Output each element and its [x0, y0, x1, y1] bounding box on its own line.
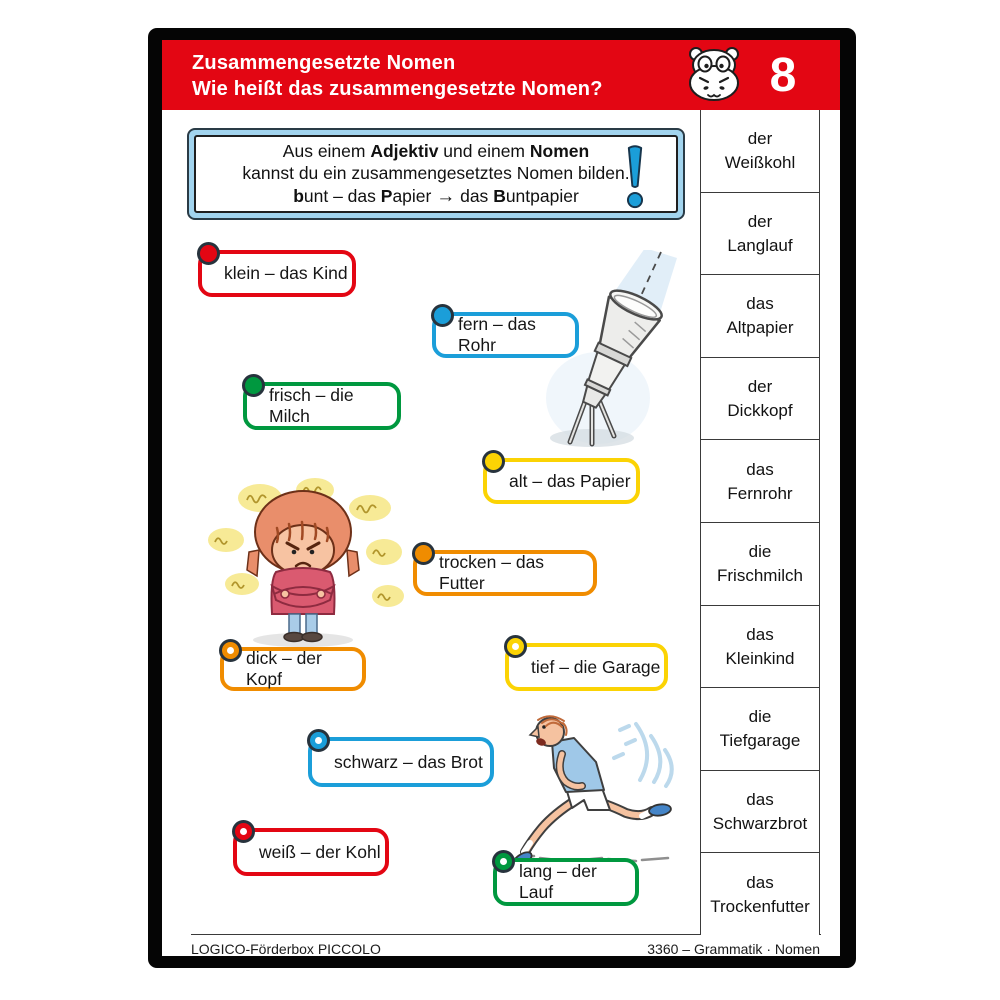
instruction-line-2: kannst du ein zusammengesetztes Nomen bilden. — [242, 163, 630, 184]
yellow-dot-solid[interactable] — [482, 450, 505, 473]
prompt-box-fern-rohr[interactable] — [432, 312, 579, 358]
header-title-line2: Wie heißt das zusammengesetzte Nomen? — [192, 78, 603, 100]
answer-cell-frischmilch[interactable]: die Frischmilch — [701, 523, 819, 606]
header-titles — [192, 50, 603, 102]
hippo-mascot-icon — [684, 45, 744, 105]
orange-dot-ring[interactable] — [219, 639, 242, 662]
prompt-box-klein-kind[interactable] — [198, 250, 356, 297]
answer-cell-kleinkind[interactable]: das Kleinkind — [701, 606, 819, 689]
blue-dot-solid[interactable] — [431, 304, 454, 327]
footer-topic-label: 3360 – Grammatik · Nomen — [647, 941, 820, 956]
prompt-label: weiß – der Kohl — [259, 841, 381, 862]
prompt-box-weiss-kohl[interactable] — [233, 828, 389, 876]
prompt-box-schwarz-brot[interactable] — [308, 737, 494, 787]
green-dot-solid[interactable] — [242, 374, 265, 397]
prompt-box-alt-papier[interactable] — [483, 458, 640, 504]
instruction-line-1: Aus einem Adjektiv und einem Nomen — [282, 140, 590, 161]
prompt-label: klein – das Kind — [224, 263, 348, 283]
exclamation-icon — [620, 144, 650, 212]
orange-dot-solid[interactable] — [412, 542, 435, 565]
answer-cell-schwarzbrot[interactable]: das Schwarzbrot — [701, 771, 819, 854]
answer-cell-langlauf[interactable]: der Langlauf — [701, 193, 819, 276]
card-number: 8 — [769, 49, 797, 102]
prompt-box-tief-garage[interactable] — [505, 643, 668, 691]
worksheet-card — [162, 40, 840, 956]
yellow-dot-ring[interactable] — [504, 635, 527, 658]
blue-dot-ring[interactable] — [307, 729, 330, 752]
angry-child-illustration — [200, 478, 405, 653]
answer-cell-dickkopf[interactable]: der Dickkopf — [701, 358, 819, 441]
instruction-box-inner — [194, 135, 678, 213]
prompt-box-frisch-milch[interactable] — [243, 382, 401, 430]
answer-cell-tiefgarage[interactable]: die Tiefgarage — [701, 688, 819, 771]
prompt-label: tief – die Garage — [531, 656, 661, 677]
prompt-box-lang-lauf[interactable] — [493, 858, 639, 906]
prompt-label: schwarz – das Brot — [334, 751, 483, 772]
prompt-label: alt – das Papier — [509, 470, 631, 491]
answer-cell-fernrohr[interactable]: das Fernrohr — [701, 440, 819, 523]
instruction-line-3: bunt – das Papier → das Buntpapier — [293, 185, 579, 207]
header-title-line1: Zusammengesetzte Nomen — [192, 52, 456, 74]
running-man-illustration — [510, 708, 690, 873]
prompt-label: lang – der Lauf — [519, 861, 597, 902]
prompt-box-dick-kopf[interactable] — [220, 647, 366, 691]
answer-cell-weisskohl[interactable]: der Weißkohl — [701, 110, 819, 193]
prompt-label: trocken – das Futter — [439, 552, 545, 593]
card-frame — [148, 28, 856, 968]
prompt-label: frisch – die Milch — [269, 385, 354, 426]
answer-cell-altpapier[interactable]: das Altpapier — [701, 275, 819, 358]
red-dot-ring[interactable] — [232, 820, 255, 843]
answer-column — [700, 110, 820, 935]
prompt-label: dick – der Kopf — [246, 648, 322, 689]
red-dot-solid[interactable] — [197, 242, 220, 265]
instruction-box — [187, 128, 685, 220]
green-dot-ring[interactable] — [492, 850, 515, 873]
arrow-icon: → — [436, 185, 456, 207]
prompt-label: fern – das Rohr — [458, 314, 536, 355]
footer-series-label: LOGICO-Förderbox PICCOLO — [191, 941, 381, 956]
header-bar — [162, 40, 840, 110]
answer-cell-trockenfutter[interactable]: das Trockenfutter — [701, 853, 819, 935]
prompt-box-trocken-futter[interactable] — [413, 550, 597, 596]
